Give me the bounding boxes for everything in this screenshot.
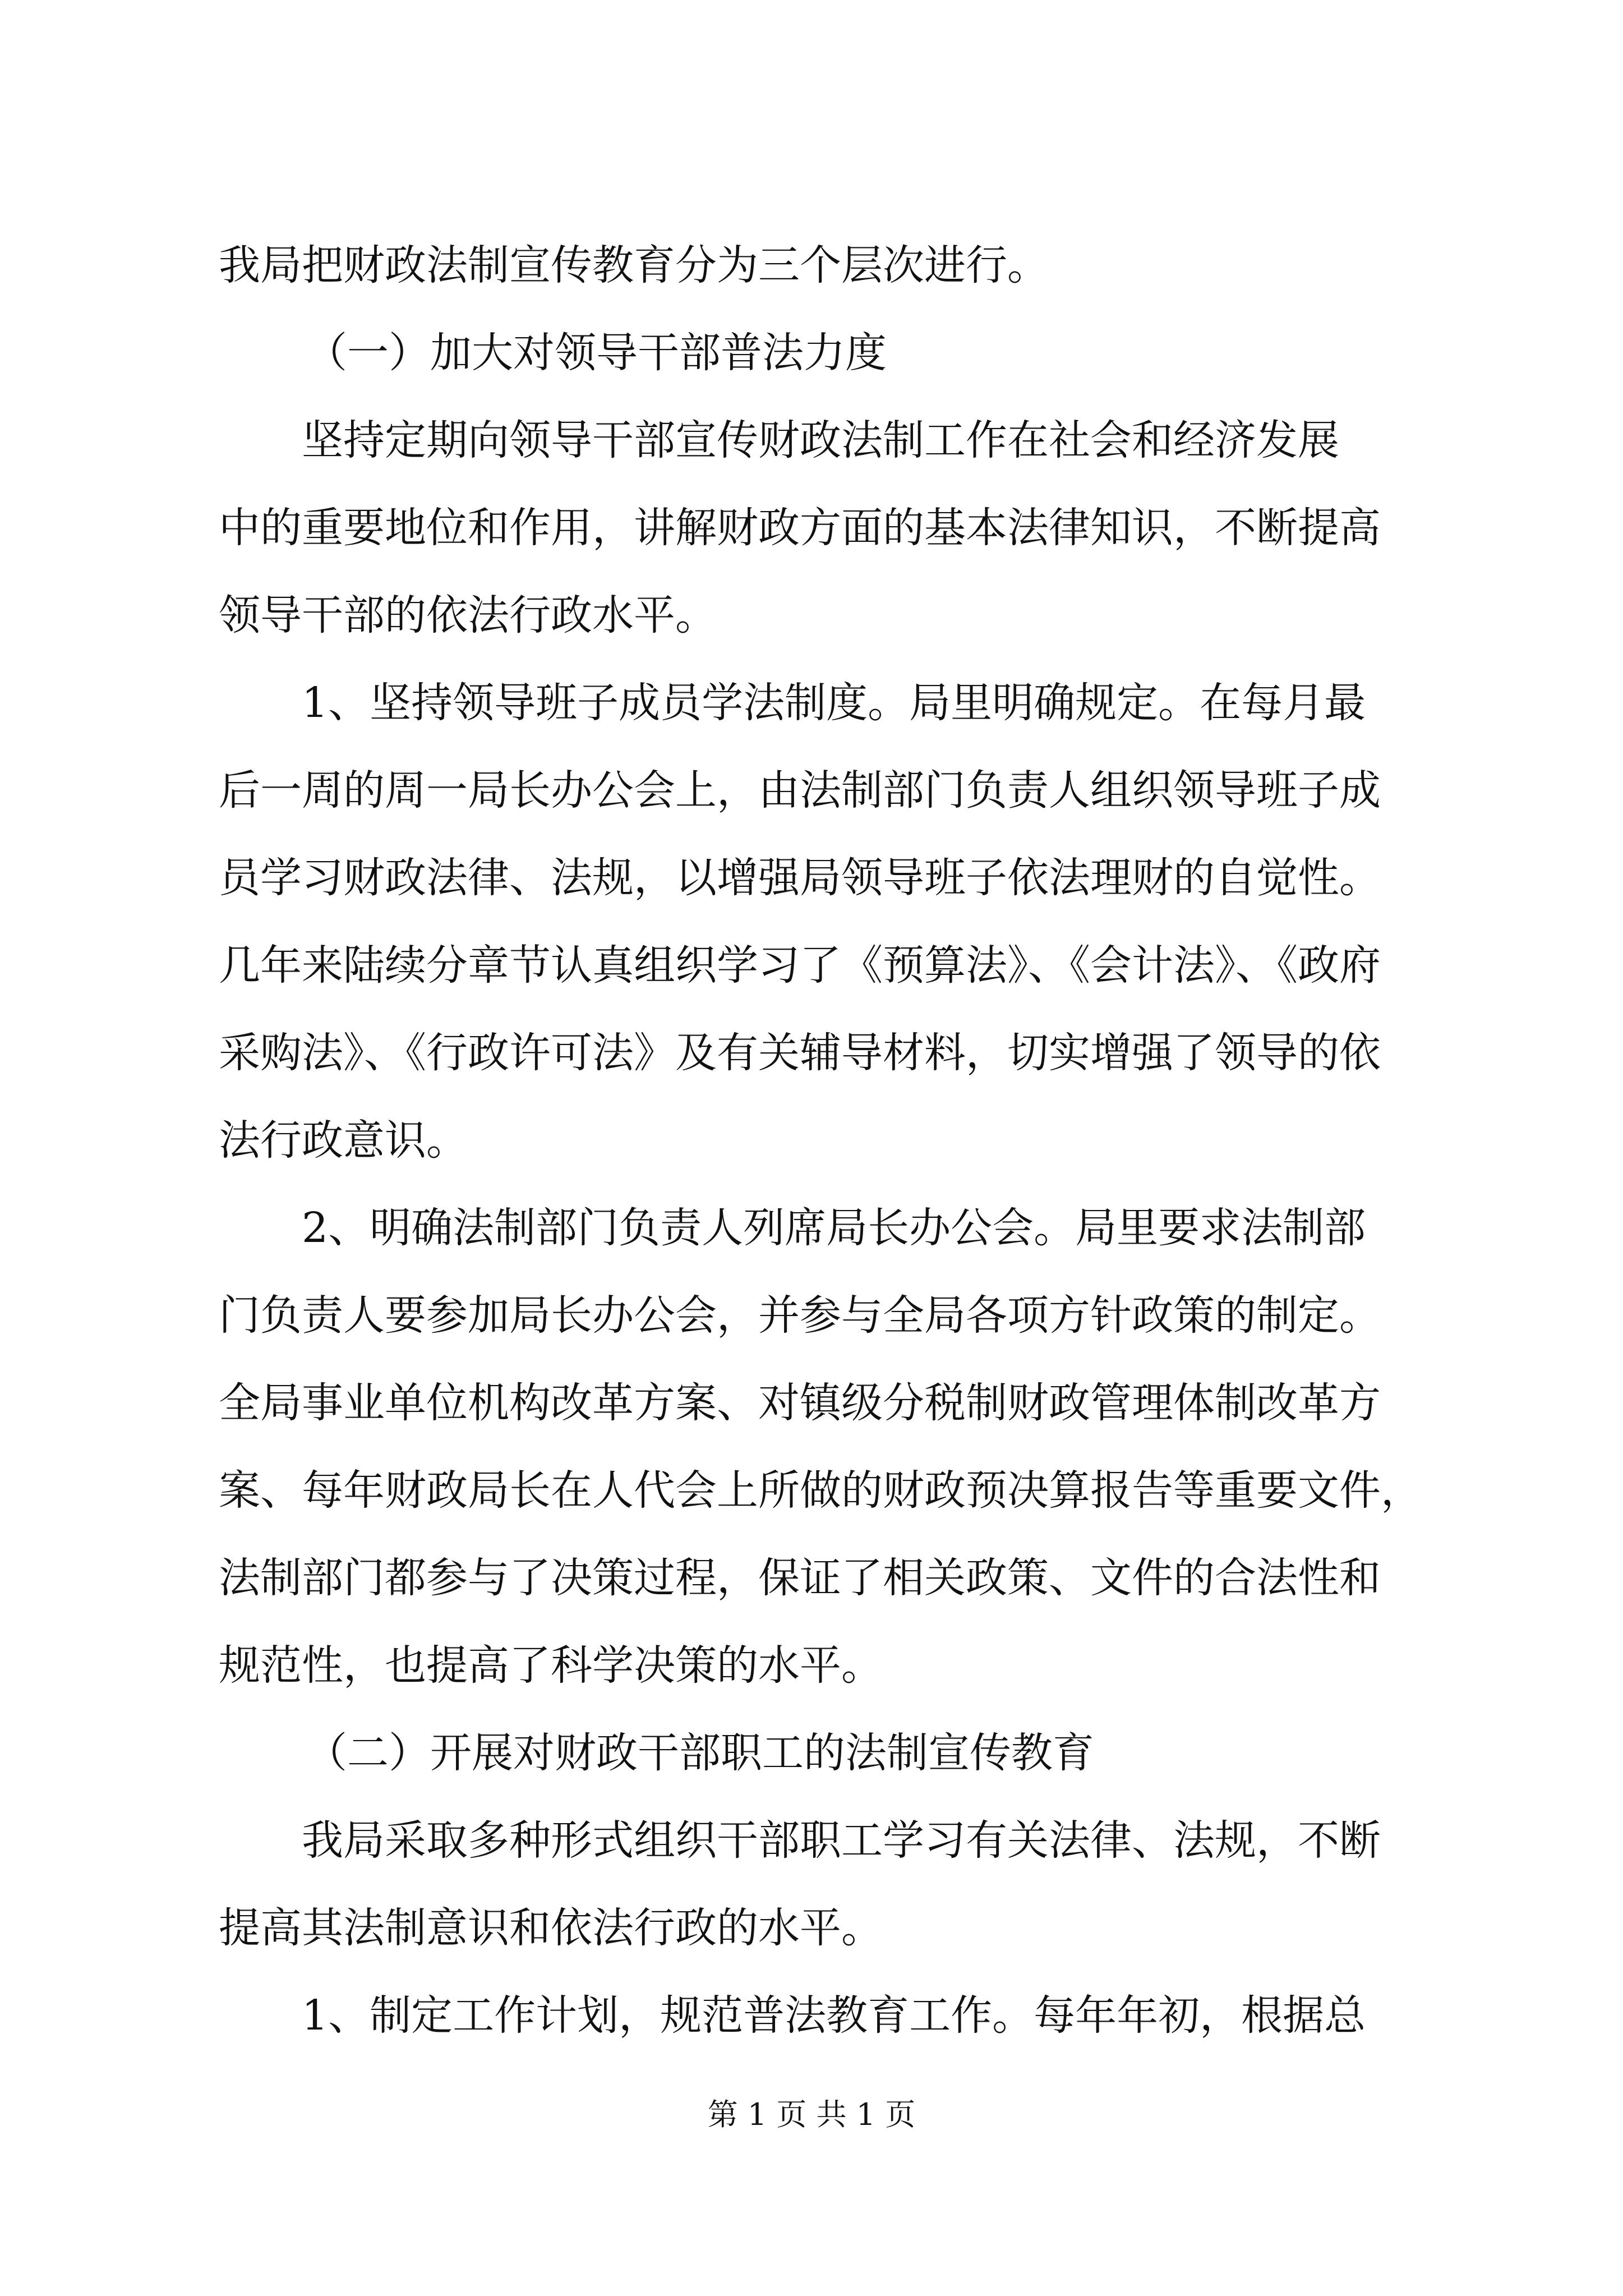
text-line: 法制部门都参与了决策过程，保证了相关政策、文件的合法性和 xyxy=(219,1554,1381,1602)
text-line: 坚持定期向领导干部宣传财政法制工作在社会和经济发展 xyxy=(302,416,1339,464)
document-body xyxy=(219,222,1430,2059)
section-heading: （一）加大对领导干部普法力度 xyxy=(306,329,887,377)
text-line: 员学习财政法律、法规，以增强局领导班子依法理财的自觉性。 xyxy=(219,854,1381,902)
text-line: 全局事业单位机构改革方案、对镇级分税制财政管理体制改革方 xyxy=(219,1379,1381,1427)
text-line: 1、坚持领导班子成员学法制度。局里明确规定。在每月最 xyxy=(302,679,1366,727)
text-line: 法行政意识。 xyxy=(219,1116,468,1165)
page-footer: 第 1 页 共 1 页 xyxy=(707,2097,916,2132)
text-line: 几年来陆续分章节认真组织学习了《预算法》、《会计法》、《政府 xyxy=(219,941,1381,990)
text-line: 我局把财政法制宣传教育分为三个层次进行。 xyxy=(219,241,1049,289)
text-line: 领导干部的依法行政水平。 xyxy=(219,591,717,639)
text-line: 2、明确法制部门负责人列席局长办公会。局里要求法制部 xyxy=(302,1204,1366,1252)
text-line: 案、每年财政局长在人代会上所做的财政预决算报告等重要文件， xyxy=(219,1466,1422,1515)
section-heading: （二）开展对财政干部职工的法制宣传教育 xyxy=(306,1729,1094,1777)
text-line: 提高其法制意识和依法行政的水平。 xyxy=(219,1904,883,1952)
text-line: 中的重要地位和作用，讲解财政方面的基本法律知识，不断提高 xyxy=(219,504,1381,552)
text-line: 采购法》、《行政许可法》及有关辅导材料，切实增强了领导的依 xyxy=(219,1029,1381,1077)
text-line: 后一周的周一局长办公会上，由法制部门负责人组织领导班子成 xyxy=(219,766,1381,815)
text-line: 1、制定工作计划，规范普法教育工作。每年年初，根据总 xyxy=(302,1991,1366,2040)
text-line: 我局采取多种形式组织干部职工学习有关法律、法规，不断 xyxy=(302,1816,1381,1865)
text-line: 规范性，也提高了科学决策的水平。 xyxy=(219,1641,883,1690)
text-line: 门负责人要参加局长办公会，并参与全局各项方针政策的制定。 xyxy=(219,1291,1381,1340)
